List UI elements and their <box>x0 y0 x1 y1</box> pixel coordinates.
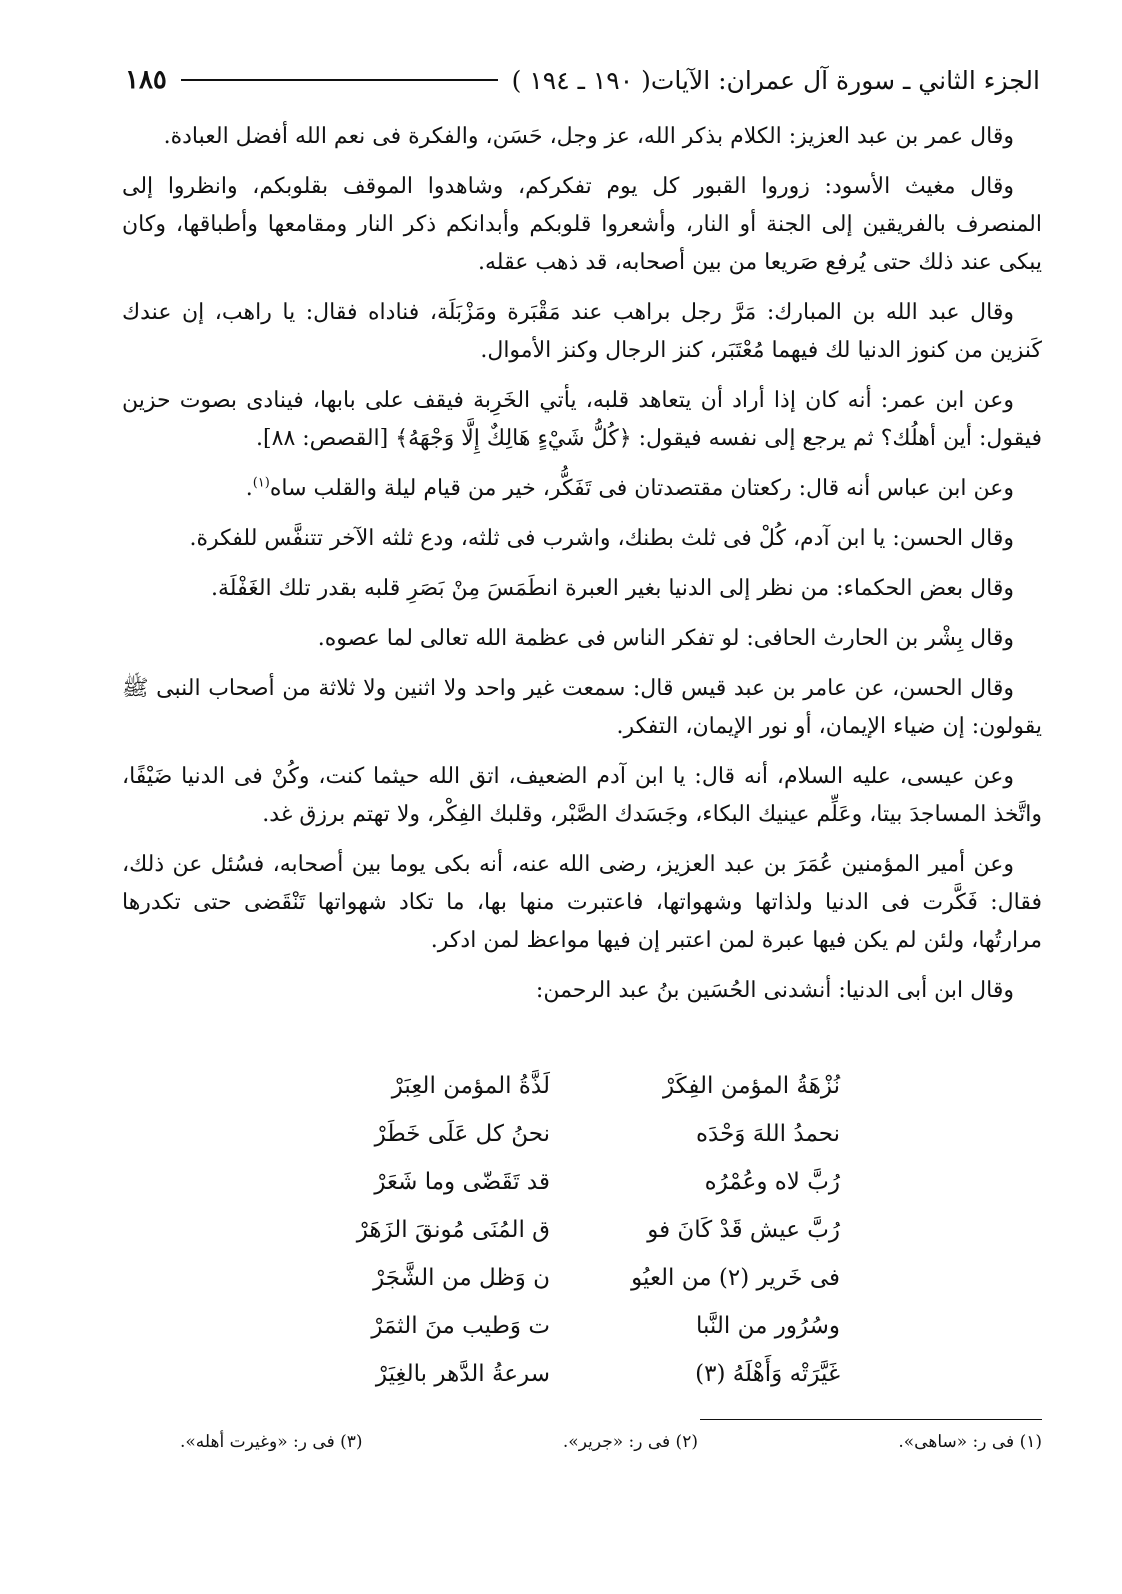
verse <box>320 1158 840 1206</box>
paragraph: وقال الحسن: يا ابن آدم، كُلْ فى ثلث بطنك، واشرب فى ثلثه، ودع ثلثه الآخر تتنفَّس للفكرة. <box>189 526 1014 551</box>
verse <box>320 1350 840 1398</box>
paragraph: وعن عيسى، عليه السلام، أنه قال: يا ابن آدم الضعيف، اتق الله حيثما كنت، وكُنْ فى الدنيا ضَيْفًا، واتَّخذ المساجدَ بيتا، وعَلِّم عينيك البكاء، وجَسَدك الصَّبْر، وقلبك الفِكْر، ولا تهتم برزق غد. <box>122 764 1042 827</box>
running-title: الجزء الثاني ـ سورة آل عمران: الآيات( ١٩٠ ـ ١٩٤ ) <box>511 65 1040 95</box>
footnote-rule <box>700 1419 1042 1420</box>
second-hemistich: سرعةُ الدَّهر بالغِيَرْ <box>375 1361 550 1387</box>
poem <box>320 1062 840 1398</box>
paragraph: وعن أمير المؤمنين عُمَرَ بن عبد العزيز، رضى الله عنه، أنه بكى يوما بين أصحابه، فسُئل عن ذلك، فقال: فَكَّرت فى الدنيا ولذاتها وشهواتها، فاعتبرت منها بها، ما تكاد شهواتها تَنْقَضى حتى تكدرها مرارتُها، ولئن لم يكن فيها عبرة لمن اعتبر إن فيها مواعظ لمن ادكر. <box>122 852 1042 953</box>
verse <box>320 1254 840 1302</box>
first-hemistich: وسُرُور من النَّبا <box>695 1313 840 1339</box>
second-hemistich: ت وَطيب منَ الثمَرْ <box>371 1313 550 1339</box>
paragraph: وقال عمر بن عبد العزيز: الكلام بذكر الله، عز وجل، حَسَن، والفكرة فى نعم الله أفضل العبادة. <box>163 124 1014 149</box>
footnote: (٣) فى ر: «وغيرت أهله». <box>180 1432 363 1452</box>
second-hemistich: ن وَظل من الشَّجَرْ <box>373 1265 550 1291</box>
first-hemistich: نحمدُ اللهَ وَحْدَه <box>695 1121 840 1147</box>
verse <box>320 1062 840 1110</box>
first-hemistich: رُبَّ عيش قَدْ كَانَ فو <box>647 1217 840 1243</box>
footnote: (٢) فى ر: «جرير». <box>562 1432 698 1452</box>
second-hemistich: نحنُ كل عَلَى خَطَرْ <box>374 1121 550 1147</box>
main-text <box>122 118 1042 1022</box>
second-hemistich: قد تَقَضّى وما شَعَرْ <box>374 1169 550 1195</box>
header-rule <box>181 79 498 81</box>
poem-intro: وقال ابن أبى الدنيا: أنشدنى الحُسَين بنُ عبد الرحمن: <box>535 978 1014 1003</box>
verse <box>320 1206 840 1254</box>
paragraph: وقال بِشْر بن الحارث الحافى: لو تفكر الناس فى عظمة الله تعالى لما عصوه. <box>317 626 1014 651</box>
first-hemistich: غَيَّرَتْه وَأَهْلَهُ (٣) <box>695 1361 840 1387</box>
paragraph: وقال بعض الحكماء: من نظر إلى الدنيا بغير العبرة انطَمَسَ مِنْ بَصَرِ قلبه بقدر تلك الغَفْلَة. <box>211 576 1014 601</box>
second-hemistich: لَذَّةُ المؤمن العِبَرْ <box>391 1073 550 1099</box>
first-hemistich: رُبَّ لاه وعُمْرُه <box>704 1169 840 1195</box>
footnotes <box>180 1432 1042 1452</box>
first-hemistich: فى خَرير (٢) من العيُو <box>631 1265 840 1291</box>
paragraph: وعن ابن عمر: أنه كان إذا أراد أن يتعاهد قلبه، يأتي الخَرِبة فيقف على بابها، فينادى بصوت حزين فيقول: أين أهلُك؟ ثم يرجع إلى نفسه فيقول: ﴿كُلُّ شَيْءٍ هَالِكٌ إِلَّا وَجْهَهُ﴾ [القصص: ٨٨]. <box>122 388 1042 451</box>
first-hemistich: نُزْهَةُ المؤمن الفِكَرْ <box>662 1073 840 1099</box>
second-hemistich: ق المُنَى مُونقَ الزَهَرْ <box>356 1217 550 1243</box>
paragraph: وعن ابن عباس أنه قال: ركعتان مقتصدتان فى تَفَكُّر، خير من قيام ليلة والقلب ساه$^{(١)}$. <box>245 475 1014 501</box>
paragraph: وقال عبد الله بن المبارك: مَرَّ رجل براهب عند مَقْبَرة ومَزْبَلَة، فناداه فقال: يا راهب، إن عندك كَنزين من كنوز الدنيا لك فيهما مُعْتَبَر، كنز الرجال وكنز الأموال. <box>122 300 1042 363</box>
page-header <box>125 60 1040 100</box>
paragraph: وقال مغيث الأسود: زوروا القبور كل يوم تفكركم، وشاهدوا الموقف بقلوبكم، وانظروا إلى المنصرف بالفريقين إلى الجنة أو النار، وأشعروا قلوبكم وأبدانكم ذكر النار ومقامعها وأطباقها، وكان يبكى عند ذلك حتى يُرفع صَريعا من بين أصحابه، قد ذهب عقله. <box>122 174 1042 275</box>
verse <box>320 1302 840 1350</box>
footnote-marker: (١) <box>252 475 270 491</box>
footnote: (١) فى ر: «ساهى». <box>898 1432 1042 1452</box>
verse <box>320 1110 840 1158</box>
page-number: ١٨٥ <box>125 65 167 95</box>
paragraph: وقال الحسن، عن عامر بن عبد قيس قال: سمعت غير واحد ولا اثنين ولا ثلاثة من أصحاب النبى ﷺ يقولون: إن ضياء الإيمان، أو نور الإيمان، التفكر. <box>122 676 1042 739</box>
